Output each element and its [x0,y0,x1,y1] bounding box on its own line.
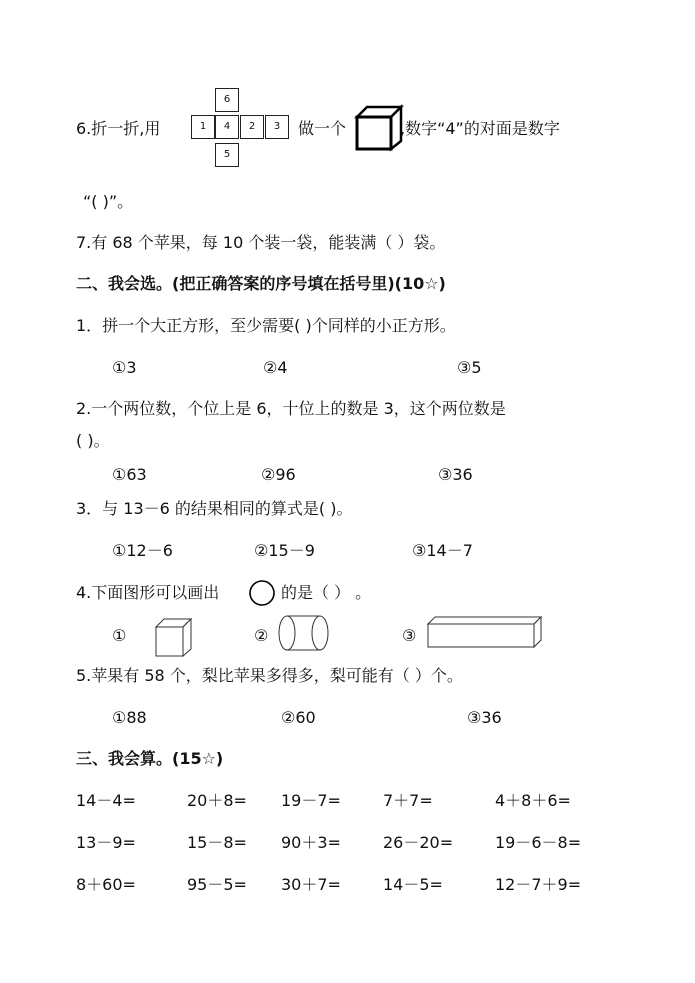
q7-text: 7.有 68 个苹果，每 10 个装一袋，能装满（ ）袋。 [76,233,446,252]
s2-q3-option-2: ②15－9 [254,541,315,560]
s2-q2-line1: 2.一个两位数，个位上是 6，十位上的数是 3，这个两位数是 [76,399,506,418]
calc-item: 19－7= [281,791,341,810]
s2-q3-option-1: ①12－6 [112,541,173,560]
s2-q1-option-2: ②4 [263,358,288,377]
calc-item: 95－5= [187,875,247,894]
s2-q5-text: 5.苹果有 58 个，梨比苹果多得多，梨可能有（ ）个。 [76,666,463,685]
section3-heading: 三、我会算。(15☆) [76,749,224,768]
calc-item: 26－20= [383,833,454,852]
s2-q4-option-3: ③ [402,626,417,645]
s2-q2-line2: ( )。 [76,431,110,450]
calc-item: 14－5= [383,875,443,894]
s2-q2-option-1: ①63 [112,465,147,484]
circle-icon [249,580,277,608]
s2-q5-option-3: ③36 [467,708,502,727]
net-cell-center: 4 [215,115,239,139]
q6-prefix: 6.折一折,用 [76,119,161,138]
cube-icon [355,103,403,151]
net-cell-left: 1 [191,115,215,139]
net-cell-bottom: 5 [215,143,239,167]
s2-q3-text: 3．与 13－6 的结果相同的算式是( )。 [76,499,353,518]
s2-q5-option-2: ②60 [281,708,316,727]
q6-answer-line: “( )”。 [83,192,134,211]
calc-item: 13－9= [76,833,136,852]
s2-q2-option-3: ③36 [438,465,473,484]
calc-item: 20＋8= [187,791,247,810]
calc-item: 12－7＋9= [495,875,582,894]
calc-item: 30＋7= [281,875,341,894]
cylinder-icon [279,614,331,654]
s2-q5-option-1: ①88 [112,708,147,727]
calc-item: 7＋7= [383,791,433,810]
calc-item: 90＋3= [281,833,341,852]
calc-item: 14－4= [76,791,136,810]
s2-q1-option-3: ③5 [457,358,482,377]
q6-middle: 做一个 [298,119,347,138]
s2-q1-text: 1．拼一个大正方形，至少需要( )个同样的小正方形。 [76,316,456,335]
calc-item: 19－6－8= [495,833,582,852]
s2-q4-suffix: 的是（ ） 。 [281,583,372,602]
s2-q3-option-3: ③14－7 [412,541,473,560]
cube-shape-icon [155,618,195,658]
s2-q4-option-2: ② [254,626,269,645]
calc-item: 4＋8＋6= [495,791,571,810]
section2-heading: 二、我会选。(把正确答案的序号填在括号里)(10☆) [76,274,446,293]
s2-q4-option-1: ① [112,626,127,645]
s2-q4-prefix: 4.下面图形可以画出 [76,583,220,602]
net-cell-top: 6 [215,88,239,112]
q6-suffix: ,数字“4”的对面是数字 [400,119,560,138]
calc-item: 8＋60= [76,875,136,894]
calc-item: 15－8= [187,833,247,852]
cuboid-icon [427,616,545,650]
s2-q1-option-1: ①3 [112,358,137,377]
s2-q2-option-2: ②96 [261,465,296,484]
net-cell-right1: 2 [240,115,264,139]
net-cell-right2: 3 [265,115,289,139]
